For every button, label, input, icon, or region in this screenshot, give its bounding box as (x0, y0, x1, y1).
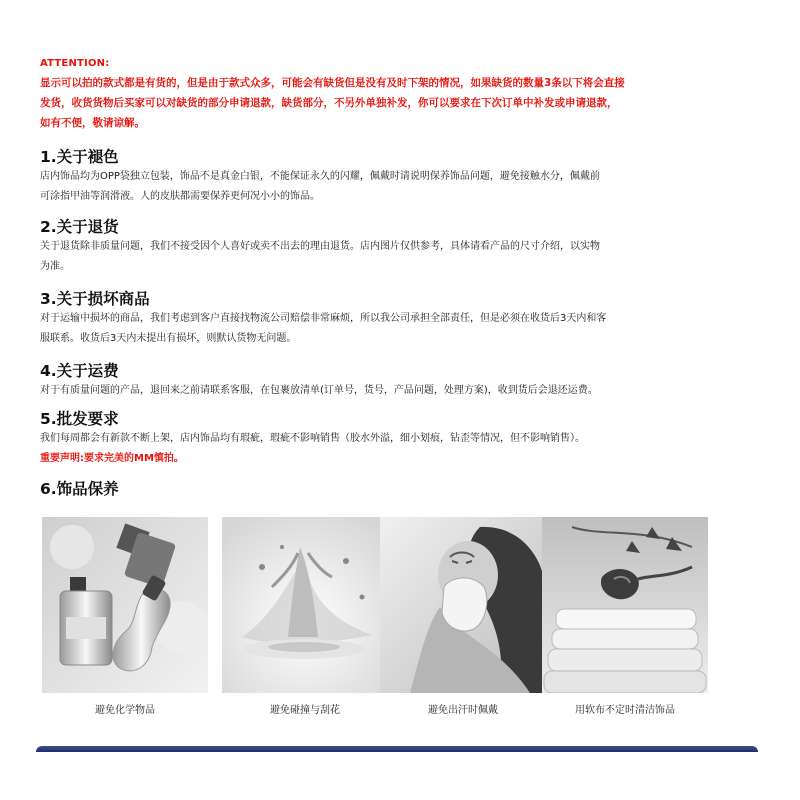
section-body (40, 237, 770, 277)
section-body (40, 381, 770, 401)
attention-line: 显示可以拍的款式都是有货的，但是由于款式众多，可能会有缺货但是没有及时下架的情况，如果缺货的数量3条以下将会直接 (40, 77, 625, 89)
section-line: 关于退货除非质量问题，我们不接受因个人喜好或卖不出去的理由退货。店内图片仅供参考，具体请看产品的尺寸介绍，以实物 (40, 241, 600, 252)
section-line: 为准。 (40, 261, 70, 272)
woman-towel-photo (380, 517, 546, 693)
section-care (40, 479, 770, 499)
photo-caption: 避免化学物品 (95, 705, 155, 716)
attention-line: 发货，收货货物后买家可以对缺货的部分申请退款，缺货部分，不另外单独补发，你可以要求在下次订单中补发或申请退款， (40, 97, 618, 109)
attention-line: 如有不便，敬请谅解。 (40, 117, 145, 129)
section-body (40, 309, 770, 349)
footer-bar (36, 746, 758, 752)
section-line: 我们每周都会有新款不断上架，店内饰品均有瑕疵，瑕疵不影响销售（胶水外溢，细小划痕，钻歪等情况，但不影响销售）。 (40, 433, 585, 444)
section-line: 对于运输中损坏的商品，我们考虑到客户直接找物流公司赔偿非常麻烦，所以我公司承担全部责任，但是必须在收货后3天内和客 (40, 313, 607, 324)
section-line: 店内饰品均为OPP袋独立包装，饰品不是真金白银，不能保证永久的闪耀，佩戴时请说明保养饰品问题，避免接触水分，佩戴前 (40, 171, 600, 182)
photo-caption: 避免碰撞与刮花 (270, 705, 340, 716)
section-body (40, 429, 770, 449)
section-title: 3.关于损坏商品 (40, 290, 150, 308)
attention-heading: ATTENTION: (40, 58, 110, 69)
section-title: 2.关于退货 (40, 218, 119, 236)
section-title: 4.关于运费 (40, 362, 119, 380)
section-fading (40, 147, 770, 207)
photo-caption: 用软布不定时清洁饰品 (575, 705, 675, 716)
photo-caption: 避免出汗时佩戴 (428, 705, 498, 716)
section-body (40, 167, 770, 207)
section-line: 服联系。收货后3天内未提出有损坏，则默认货物无问题。 (40, 333, 297, 344)
section-wholesale (40, 409, 770, 469)
section-shipping-fee (40, 361, 770, 401)
section-line: 可涂指甲油等润滑液。人的皮肤都需要保养更何况小小的饰品。 (40, 191, 320, 202)
section-title: 5.批发要求 (40, 410, 119, 428)
section-damaged-goods (40, 289, 770, 349)
section-title: 6.饰品保养 (40, 480, 119, 498)
care-notice-page (40, 58, 770, 499)
care-photo-row (42, 517, 762, 727)
water-splash-photo (222, 517, 388, 693)
section-title: 1.关于褪色 (40, 148, 119, 166)
important-notice: 重要声明:要求完美的MM慎拍。 (40, 453, 184, 464)
section-line: 对于有质量问题的产品，退回来之前请联系客服，在包裹放清单(订单号，货号，产品问题，处理方案)，收到货后会退还运费。 (40, 385, 598, 396)
perfume-bottles-photo (42, 517, 208, 693)
folded-towels-rose-photo (542, 517, 708, 693)
attention-text (40, 73, 770, 133)
section-returns (40, 217, 770, 277)
